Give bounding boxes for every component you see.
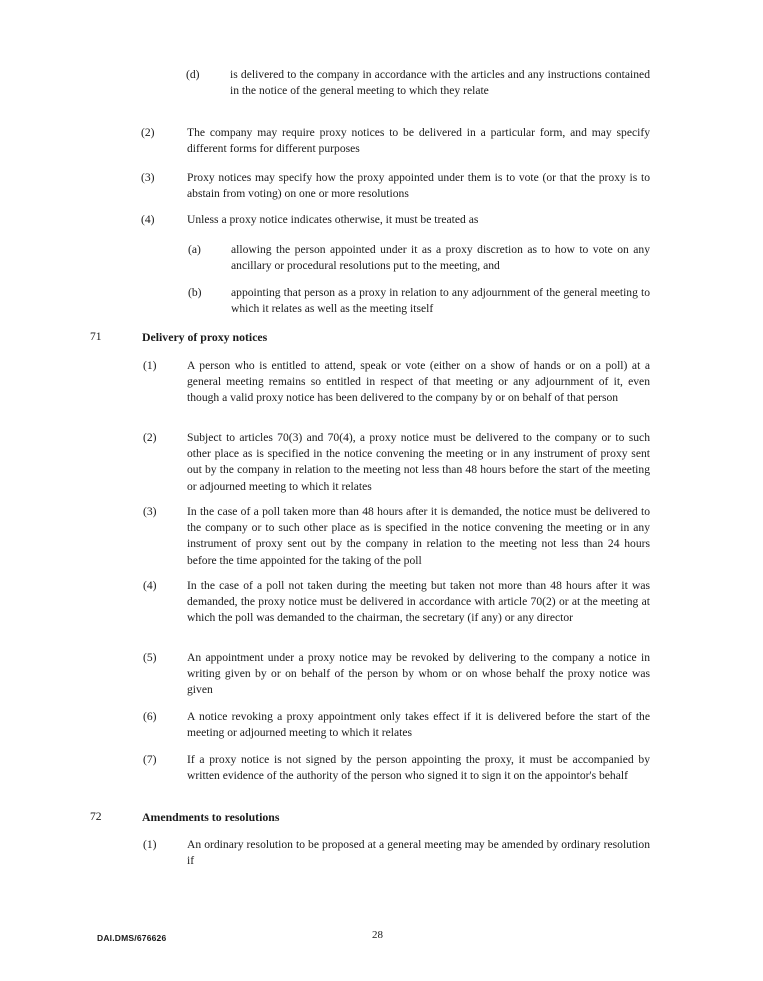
item-label: (a) [188, 243, 201, 256]
item-text: allowing the person appointed under it as a proxy discretion as to how to vote on any ancillary or procedural resolutions put to the meeting, and [231, 243, 650, 273]
item-text: Unless a proxy notice indicates otherwise, it must be treated as [187, 213, 479, 226]
clause-text: A person who is entitled to attend, speak or vote (either on a show of hands or on a poll) at a general meeting remains so entitled in respect of that meeting or any adjournment of it, even though a valid proxy notice has been delivered to the company by or on behalf of that person [187, 359, 650, 405]
page-number: 28 [372, 929, 383, 941]
section-number: 72 [90, 810, 102, 823]
item-label: (2) [141, 126, 155, 139]
clause-text: An appointment under a proxy notice may be revoked by delivering to the company a notice in writing given by or on behalf of the person by whom or on whose behalf the proxy notice was given [187, 651, 650, 697]
item-label: (3) [141, 171, 155, 184]
item-label: (4) [141, 213, 155, 226]
clause-label: (2) [143, 431, 157, 444]
item-text: is delivered to the company in accordance with the articles and any instructions contained in the notice of the general meeting to which they relate [230, 68, 650, 98]
clause-label: (4) [143, 579, 157, 592]
clause-text: If a proxy notice is not signed by the person appointing the proxy, it must be accompanied by written evidence of the authority of the person who signed it to sign it on the appointor's behalf [187, 753, 650, 783]
section-heading: Delivery of proxy notices [142, 330, 268, 344]
clause-label: (5) [143, 651, 157, 664]
clause-text: Subject to articles 70(3) and 70(4), a proxy notice must be delivered to the company or to such other place as is specified in the notice convening the meeting or in any instrument of proxy sent out by the company in relation to the meeting not less than 48 hours before the start of the meeting or adjourned meeting to which it relates [187, 431, 650, 493]
clause-label: (3) [143, 505, 157, 518]
clause-label: (1) [143, 359, 157, 372]
item-text: Proxy notices may specify how the proxy appointed under them is to vote (or that the proxy is to abstain from voting) on one or more resolutions [187, 171, 650, 201]
section-heading: Amendments to resolutions [142, 810, 280, 824]
clause-text: In the case of a poll not taken during the meeting but taken not more than 48 hours after it was demanded, the proxy notice must be delivered in accordance with article 70(2) or at the meeting at which the poll was demanded to the chairman, the secretary (if any) or any director [187, 579, 650, 625]
item-text: appointing that person as a proxy in relation to any adjournment of the general meeting to which it relates as well as the meeting itself [231, 286, 650, 316]
section-number: 71 [90, 330, 102, 343]
clause-text: A notice revoking a proxy appointment only takes effect if it is delivered before the start of the meeting or adjourned meeting to which it relates [187, 710, 650, 740]
item-label: (d) [186, 68, 200, 81]
item-text: The company may require proxy notices to be delivered in a particular form, and may specify different forms for different purposes [187, 126, 650, 156]
item-label: (b) [188, 286, 202, 299]
document-reference: DAI.DMS/676626 [97, 933, 167, 943]
clause-label: (7) [143, 753, 157, 766]
clause-text: In the case of a poll taken more than 48 hours after it is demanded, the notice must be delivered to the company or to such other place as is specified in the notice convening the meeting or in any instrument of proxy sent out by the company in relation to the meeting not less than 24 hours before the time appointed for the taking of the poll [187, 505, 650, 567]
clause-label: (6) [143, 710, 157, 723]
clause-text: An ordinary resolution to be proposed at a general meeting may be amended by ordinary resolution if [187, 838, 650, 868]
clause-label: (1) [143, 838, 157, 851]
